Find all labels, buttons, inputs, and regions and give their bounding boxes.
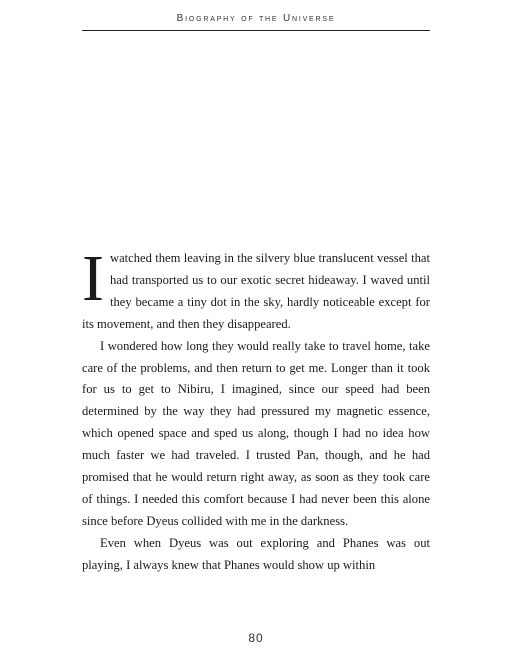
paragraph-2: I wondered how long they would really take to travel home, take care of the problems, and then return to get me. Longer than it took for us to get to Nibiru, I imagined, since our speed had been determined by the way they had pressured my magnetic essence, which opened space and sped us along, though I had no idea how much faster we had traveled. I trusted Pan, though, and he had promised that he would return right away, as soon as they took care of things. I needed this comfort because I had never been this alone since before Dyeus collided with me in the darkness.: [82, 338, 430, 528]
drop-cap: I: [82, 242, 104, 315]
running-head: Biography of the Universe: [176, 13, 336, 24]
paragraph-1-text: watched them leaving in the silvery blue translucent vessel that had transported us to our exotic secret hideaway. I waved until they became a tiny dot in the sky, hardly noticeable except for its movement, and then they disappeared.: [82, 251, 430, 331]
body-text: [82, 242, 430, 577]
paragraph-1: [82, 242, 430, 336]
header-rule: [82, 30, 430, 31]
paragraph-3: Even when Dyeus was out exploring and Phanes was out playing, I always knew that Phanes would show up within: [82, 535, 430, 572]
page-number: 80: [248, 631, 264, 645]
